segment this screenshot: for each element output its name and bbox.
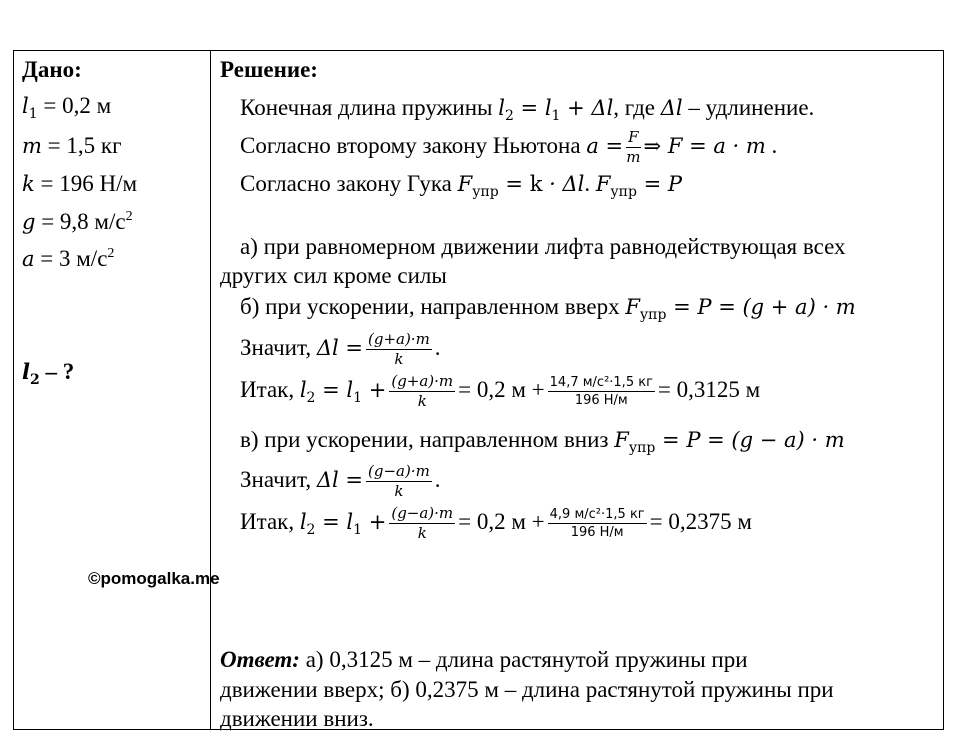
case-v-line: в) при ускорении, направленном вниз $F_{упр} = P = (g - a) \cdot m$	[240, 427, 845, 456]
solution-line-1: Конечная длина пружины $l_2 = l_1 + \Delta l$, где Δl – удлинение.	[240, 95, 815, 124]
res-v-den: 196 Н/м	[570, 525, 624, 540]
solution-header: Решение:	[220, 57, 318, 82]
given-find-text: – ?	[45, 359, 75, 384]
line1-text-c: – удлинение.	[688, 95, 815, 120]
given-header: Дано:	[22, 57, 82, 82]
column-divider	[210, 50, 211, 730]
watermark: ©pomogalka.me	[88, 569, 220, 588]
answer-line-3: движении вниз.	[220, 706, 374, 731]
given-m: m = 1,5 кг	[22, 133, 122, 158]
res-b-mid: = 0,2 м +	[458, 376, 545, 402]
given-m-value: = 1,5 кг	[47, 133, 122, 158]
given-g-value: = 9,8 м/с	[41, 209, 126, 234]
line1-text-a: Конечная длина пружины	[240, 95, 493, 120]
case-b-line: б) при ускорении, направленном вверх $F_{упр} = P = (g + a) \cdot m$	[240, 294, 856, 323]
solution-line-3: Согласно закону Гука $F_{упр} = k \cdot \Delta l$. $F_{упр} = P$	[240, 171, 683, 200]
res-v-num: 4,9 м/с²·1,5 кг	[549, 507, 645, 522]
given-k-value: = 196 Н/м	[40, 171, 138, 196]
solution-line-2: Согласно второму закону Ньютона a = $\frac{F}{m}$ ⇒ F = a · m .	[240, 128, 778, 166]
case-b-znachit: Значит, Δl = $\frac{(g+a)\cdot m}{k}$ .	[240, 330, 441, 368]
answer-line-2: движении вверх; б) 0,2375 м – длина растянутой пружины при	[220, 677, 834, 702]
res-b-den: 196 Н/м	[574, 393, 628, 408]
case-b-text: б) при ускорении, направленном вверх	[240, 294, 620, 319]
given-find: $l_2$ – ?	[22, 359, 75, 388]
res-v-value: = 0,2375 м	[649, 508, 752, 534]
line3-text: Согласно закону Гука	[240, 171, 452, 196]
case-a-line-1: а) при равномерном движении лифта равнодействующая всех	[240, 234, 846, 259]
res-v-mid: = 0,2 м +	[458, 508, 545, 534]
line2-text: Согласно второму закону Ньютона	[240, 132, 581, 158]
case-a-line-2: других сил кроме силы	[220, 263, 447, 288]
answer-text-1: а) 0,3125 м – длина растянутой пружины при	[305, 647, 748, 672]
res-b-num: 14,7 м/с²·1,5 кг	[549, 375, 653, 390]
case-v-text: в) при ускорении, направленном вниз	[240, 427, 609, 452]
given-a: a = 3 $м/с^2$	[22, 246, 115, 271]
case-v-result: Итак, $l_2 = l_1$ + $\frac{(g-a)\cdot m}{k}$ = 0,2 м + $\frac{\text{4,9 м/с²·1,5 кг}}{196 Н/м}$ = 0,2375 м	[240, 504, 752, 542]
given-k: k = 196 Н/м	[22, 171, 138, 196]
given-a-value: = 3 м/с	[40, 246, 108, 271]
res-b-value: = 0,3125 м	[657, 376, 761, 402]
answer-label: Ответ:	[220, 647, 300, 672]
given-g: g = 9,8 $м/с^2$	[22, 209, 133, 234]
answer-line-1	[220, 648, 748, 671]
case-b-result: Итак, $l_2 = l_1$ + $\frac{(g+a)\cdot m}{k}$ = 0,2 м + $\frac{\text{14,7 м/с²·1,5 кг}}{196 Н/м}$ = 0,3125 м	[240, 372, 761, 410]
given-l1-value: = 0,2 м	[43, 93, 112, 118]
znachit-label-v: Значит,	[240, 466, 312, 492]
line1-text-b: , где	[613, 95, 655, 120]
itak-label-b: Итак,	[240, 376, 295, 402]
given-l1: $l_1 = 0,2$ м	[22, 93, 112, 122]
case-v-znachit: Значит, Δl = $\frac{(g-a)\cdot m}{k}$ .	[240, 462, 441, 500]
itak-label-v: Итак,	[240, 508, 295, 534]
znachit-label-b: Значит,	[240, 334, 312, 360]
